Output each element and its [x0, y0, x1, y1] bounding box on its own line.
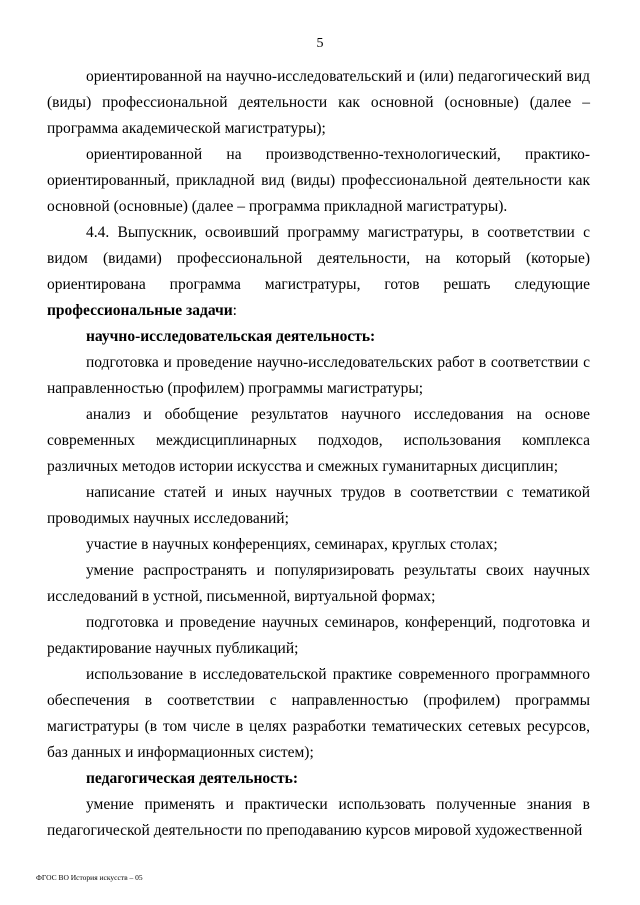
list-item: участие в научных конференциях, семинарах, круглых столах;: [86, 536, 498, 553]
list-item: подготовка и проведение научных семинаров, конференций, подготовка и редактирование научных публикаций;: [47, 614, 590, 657]
document-body: [47, 64, 590, 844]
list-item: анализ и обобщение результатов научного исследования на основе современных междисциплинарных подходов, использования комплекса различных методов истории искусства и смежных гуманитарных дисциплин;: [47, 406, 590, 475]
graduate-tasks-colon: :: [232, 302, 237, 319]
list-item: написание статей и иных научных трудов в соответствии с тематикой проводимых научных исследований;: [47, 484, 590, 527]
paragraph-academic-master: ориентированной на научно-исследовательский и (или) педагогический вид (виды) профессиональной деятельности как основной (основные) (далее – программа академической магистратуры);: [47, 68, 590, 137]
list-item: подготовка и проведение научно-исследовательских работ в соответствии с направленностью (профилем) программы магистратуры;: [47, 354, 590, 397]
list-item: использование в исследовательской практике современного программного обеспечения в соответствии с направленностью (профилем) программы магистратуры (в том числе в целях разработки тематических сетевых ресурсов, баз данных и информационных систем);: [47, 666, 590, 761]
paragraph-applied-master: ориентированной на производственно-технологический, практико-ориентированный, прикладной вид (виды) профессиональной деятельности как основной (основные) (далее – программа прикладной магистратуры).: [47, 146, 590, 215]
professional-tasks-emphasis: профессиональные задачи: [47, 302, 233, 319]
list-item: умение распространять и популяризировать результаты своих научных исследований в устной, письменной, виртуальной формах;: [47, 562, 590, 605]
page-number: 5: [316, 36, 324, 51]
heading-pedagogical-activity: педагогическая деятельность:: [86, 770, 298, 787]
footer-document-code: ФГОС ВО История искусств – 05: [36, 873, 143, 882]
heading-research-activity: научно-исследовательская деятельность:: [86, 328, 376, 345]
paragraph-graduate-tasks: [47, 220, 590, 324]
graduate-tasks-text: 4.4. Выпускник, освоивший программу магистратуры, в соответствии с видом (видами) профессиональной деятельности, на который (которые) ориентирована программа магистратуры, готов решать следующие: [47, 224, 590, 293]
list-item: умение применять и практически использовать полученные знания в педагогической деятельности по преподаванию курсов мировой художественной: [47, 796, 590, 839]
